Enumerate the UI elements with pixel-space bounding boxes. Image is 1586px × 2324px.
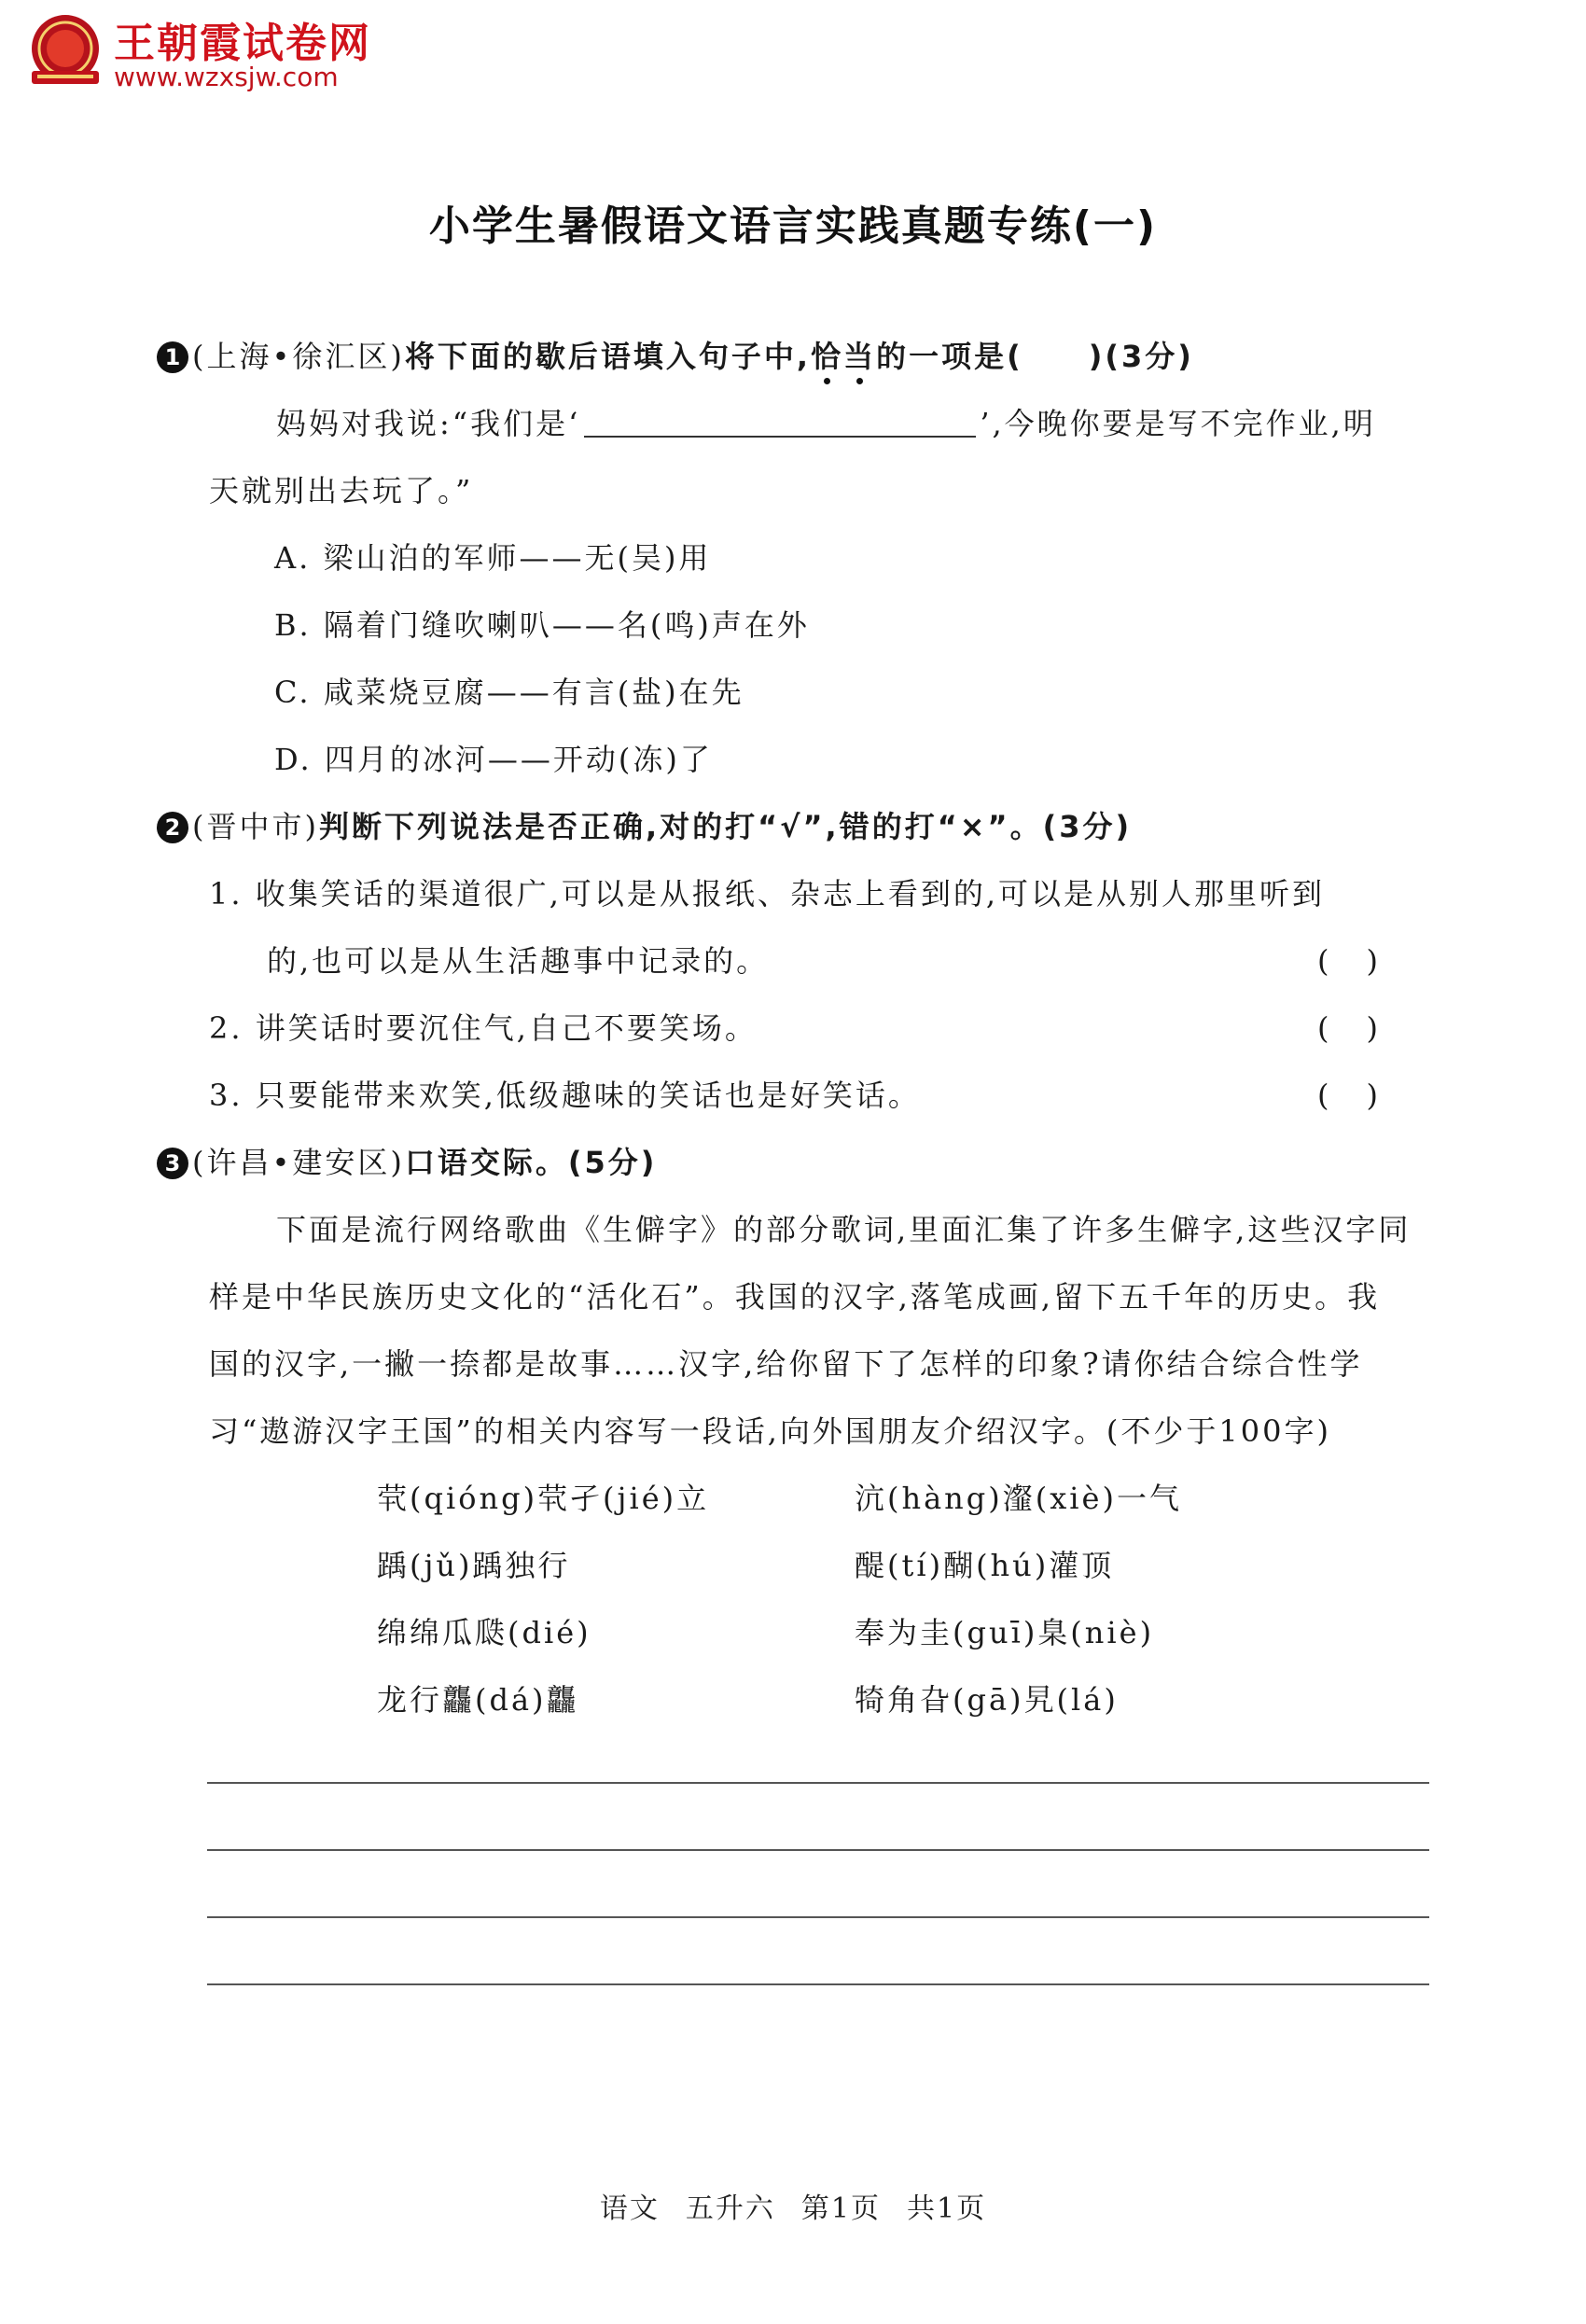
q1-passage-line-2: 天就别出去玩了。” <box>209 473 474 508</box>
footer-grade: 五升六 <box>685 2192 775 2225</box>
q1-stem-text: 将下面的歇后语填入句子中,恰当的一项是( )(3分) <box>404 339 1194 374</box>
q1-option-c[interactable]: C. 咸菜烧豆腐——有言(盐)在先 <box>274 675 744 710</box>
writing-line[interactable] <box>207 1782 1429 1784</box>
q3-passage-line: 下面是流行网络歌曲《生僻字》的部分歌词,里面汇集了许多生僻字,这些汉字同 <box>276 1212 1412 1247</box>
rare-word-right: 犄角旮(gā)旯(lá) <box>855 1682 1119 1718</box>
q1-passage-line-1: 妈妈对我说:“我们是‘ ’,今晚你要是写不完作业,明 <box>276 406 1376 441</box>
emphasis-dot-char: 恰 <box>811 339 844 374</box>
footer-page: 第1页 <box>800 2192 881 2225</box>
q3-number-badge: 3 <box>157 1148 188 1179</box>
q3-passage-line: 样是中华民族历史文化的“活化石”。我国的汉字,落笔成画,留下五千年的历史。我 <box>209 1279 1381 1315</box>
q2-answer-paren-1[interactable]: () <box>1317 943 1415 979</box>
q1-number-badge: 1 <box>157 341 188 373</box>
writing-line[interactable] <box>207 1849 1429 1851</box>
seal-logo-icon <box>26 11 104 90</box>
q2-stem-text: 判断下列说法是否正确,对的打“√”,错的打“×”。(3分) <box>318 809 1133 844</box>
rare-word-left: 绵绵瓜瓞(dié) <box>377 1615 591 1650</box>
rare-word-right: 醍(tí)醐(hú)灌顶 <box>855 1548 1115 1583</box>
rare-word-left: 踽(jǔ)踽独行 <box>377 1548 571 1583</box>
q3-passage-line: 国的汉字,一撇一捺都是故事……汉字,给你留下了怎样的印象?请你结合综合性学 <box>209 1346 1363 1382</box>
rare-word-right: 奉为圭(guī)臬(niè) <box>855 1615 1155 1650</box>
q2-item-2: 2. 讲笑话时要沉住气,自己不要笑场。 <box>209 1010 758 1046</box>
writing-line[interactable] <box>207 1983 1429 1985</box>
q2-answer-paren-2[interactable]: () <box>1317 1010 1415 1046</box>
site-url[interactable]: www.wzxsjw.com <box>114 62 339 92</box>
q2-number-badge: 2 <box>157 812 188 843</box>
q3-stem <box>157 1144 657 1181</box>
page-footer <box>0 2185 1586 2226</box>
rare-word-right: 沆(hàng)瀣(xiè)一气 <box>855 1481 1182 1516</box>
q2-item-1-cont: 的,也可以是从生活趣事中记录的。 <box>267 943 770 979</box>
rare-word-left: 茕(qióng)茕孑(jié)立 <box>377 1481 710 1516</box>
q2-item-1: 1. 收集笑话的渠道很广,可以是从报纸、杂志上看到的,可以是从别人那里听到 <box>209 876 1326 912</box>
q1-option-d[interactable]: D. 四月的冰河——开动(冻)了 <box>274 742 713 777</box>
q2-stem <box>157 808 1132 845</box>
writing-line[interactable] <box>207 1916 1429 1918</box>
page-title: 小学生暑假语文语言实践真题专练(一) <box>428 202 1158 250</box>
footer-subject: 语文 <box>599 2192 660 2225</box>
q2-item-3: 3. 只要能带来欢笑,低级趣味的笑话也是好笑话。 <box>209 1078 921 1113</box>
site-name: 王朝霞试卷网 <box>114 20 371 67</box>
q1-option-b[interactable]: B. 隔着门缝吹喇叭——名(鸣)声在外 <box>274 607 810 643</box>
q1-stem <box>157 338 1194 375</box>
answer-blank[interactable] <box>584 408 976 438</box>
q2-source: (晋中市) <box>192 809 319 844</box>
footer-total: 共1页 <box>907 2192 987 2225</box>
q3-passage-line: 习“遨游汉字王国”的相关内容写一段话,向外国朋友介绍汉字。(不少于100字) <box>209 1413 1331 1449</box>
q1-option-a[interactable]: A. 梁山泊的军师——无(吴)用 <box>274 540 712 576</box>
q2-answer-paren-3[interactable]: () <box>1317 1078 1415 1113</box>
q3-stem-text: 口语交际。(5分) <box>404 1145 658 1180</box>
emphasis-dot-char: 当 <box>843 339 877 374</box>
rare-word-left: 龙行龘(dá)龘 <box>377 1682 579 1718</box>
q1-source: (上海•徐汇区) <box>192 339 405 374</box>
q3-source: (许昌•建安区) <box>192 1145 405 1180</box>
